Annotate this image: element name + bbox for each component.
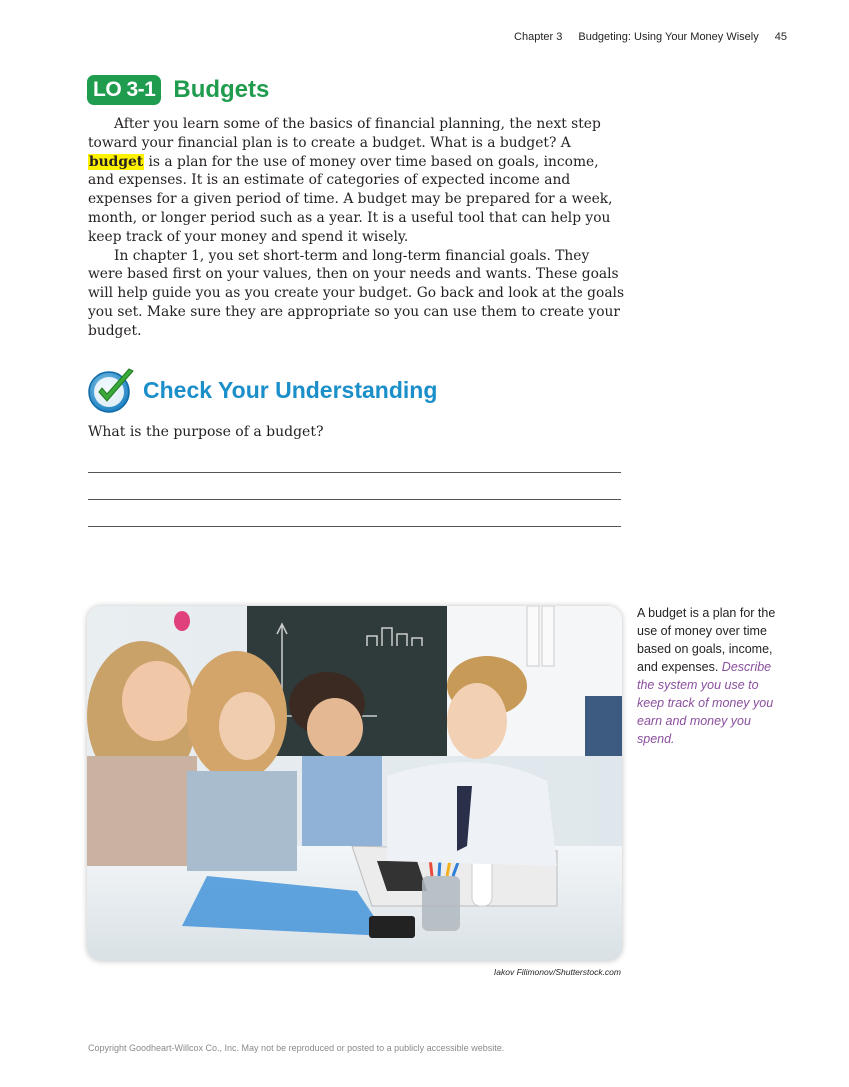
paragraph-1: After you learn some of the basics of financial planning, the next step toward your financial plan is to create a budget. What is a budget? A budget is a plan for the use of money over time based on goals, income, and expenses. It is an estimate of categories of expected income and expenses for a given period of time. A budget may be prepared for a week, month, or longer period such as a year. It is a useful tool that can help you keep track of your money and spend it wisely. — [88, 116, 613, 245]
section-heading — [87, 75, 269, 105]
check-your-understanding-heading — [87, 366, 437, 414]
answer-line[interactable] — [88, 499, 621, 500]
question-text: What is the purpose of a budget? — [88, 424, 324, 440]
chapter-title: Budgeting: Using Your Money Wisely — [578, 31, 759, 43]
paragraph-2: In chapter 1, you set short-term and long-term financial goals. They were based first on your values, then on your needs and wants. These goals will help guide you as you create your budget. Go back and look at the goals you set. Make sure they are appropriate so you can use them to create your budget. — [88, 247, 625, 339]
caption-question: Describe the system you use to keep track of money you earn and money you spend. — [637, 660, 774, 746]
checkmark-icon — [87, 366, 137, 414]
photo-children-laptop — [87, 606, 622, 961]
check-understanding-title: Check Your Understanding — [143, 376, 438, 403]
page-number: 45 — [774, 31, 787, 43]
chapter-number: Chapter 3 — [514, 31, 563, 43]
photo-caption — [637, 604, 787, 748]
running-head — [514, 31, 787, 43]
caption-text: A budget is a plan for the use of money over time based on goals, income, and expenses. — [637, 606, 776, 674]
body-text — [88, 115, 628, 341]
lo-badge: LO 3-1 — [87, 75, 161, 105]
answer-line[interactable] — [88, 526, 621, 527]
answer-line[interactable] — [88, 472, 621, 473]
photo-credit: Iakov Filimonov/Shutterstock.com — [493, 967, 621, 977]
key-term-budget: budget — [89, 153, 144, 170]
copyright-footer: Copyright Goodheart-Willcox Co., Inc. May not be reproduced or posted to a publicly accessible website. — [88, 1043, 505, 1053]
section-title: Budgets — [173, 76, 270, 103]
